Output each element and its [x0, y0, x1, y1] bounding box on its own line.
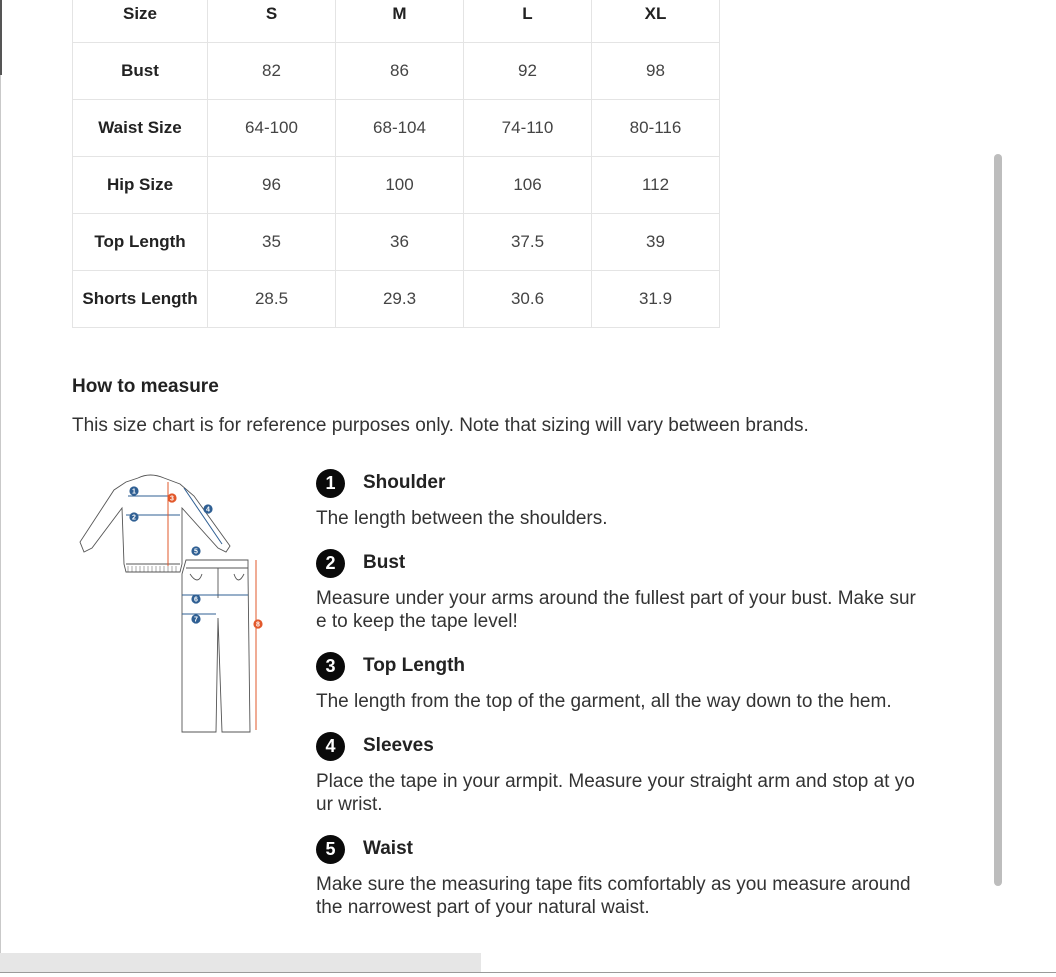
- measure-item-desc: The length between the shoulders.: [316, 508, 608, 529]
- measure-item-header: [316, 468, 926, 498]
- table-cell: 98: [592, 43, 720, 100]
- marker-8-icon: [253, 619, 262, 628]
- table-header-cell: XL: [592, 0, 720, 43]
- measure-item-waist: [316, 834, 926, 919]
- how-to-measure-heading: How to measure: [72, 376, 219, 397]
- table-cell: 35: [208, 214, 336, 271]
- svg-text:1: 1: [132, 488, 136, 496]
- table-cell: 92: [464, 43, 592, 100]
- table-header-cell: Size: [73, 0, 208, 43]
- table-cell: 106: [464, 157, 592, 214]
- measurement-diagram: [76, 468, 272, 740]
- measure-item-desc: The length from the top of the garment, all the way down to the hem.: [316, 691, 892, 712]
- row-label: Top Length: [73, 214, 208, 271]
- measure-item-header: [316, 834, 926, 864]
- table-row: [73, 214, 720, 271]
- number-badge-icon: 1: [316, 469, 345, 498]
- number-badge-icon: 3: [316, 652, 345, 681]
- table-row: [73, 100, 720, 157]
- measure-item-title: Sleeves: [363, 735, 434, 756]
- left-edge: [0, 0, 2, 75]
- table-cell: 29.3: [336, 271, 464, 328]
- row-label: Bust: [73, 43, 208, 100]
- measure-item-title: Top Length: [363, 655, 466, 676]
- window-bottom-edge: [0, 972, 1056, 977]
- table-cell: 112: [592, 157, 720, 214]
- marker-7-icon: [191, 614, 200, 623]
- table-cell: 31.9: [592, 271, 720, 328]
- table-cell: 30.6: [464, 271, 592, 328]
- number-badge-icon: 4: [316, 732, 345, 761]
- table-header-cell: S: [208, 0, 336, 43]
- marker-1-icon: [129, 486, 138, 495]
- svg-text:7: 7: [194, 616, 198, 624]
- table-cell: 68-104: [336, 100, 464, 157]
- measure-item-desc: Place the tape in your armpit. Measure your straight arm and stop at your wrist.: [316, 771, 915, 815]
- table-header-row: [73, 0, 720, 43]
- svg-text:5: 5: [194, 548, 198, 556]
- measure-item-desc: Measure under your arms around the fullest part of your bust. Make sure to keep the tape level!: [316, 588, 916, 632]
- measure-item-sleeves: [316, 731, 926, 816]
- table-row: [73, 43, 720, 100]
- left-edge-border: [0, 75, 1, 977]
- measure-item-shoulder: [316, 468, 926, 530]
- table-cell: 96: [208, 157, 336, 214]
- measurement-list: [316, 468, 926, 937]
- marker-2-icon: [129, 512, 138, 521]
- row-label: Hip Size: [73, 157, 208, 214]
- marker-3-icon: [167, 493, 176, 502]
- table-cell: 82: [208, 43, 336, 100]
- measure-item-desc: Make sure the measuring tape fits comfortably as you measure around the narrowest part of your natural waist.: [316, 874, 911, 918]
- row-label: Waist Size: [73, 100, 208, 157]
- marker-4-icon: [203, 504, 212, 513]
- table-row: [73, 157, 720, 214]
- table-cell: 100: [336, 157, 464, 214]
- measure-item-title: Waist: [363, 838, 413, 859]
- measure-item-top-length: [316, 651, 926, 713]
- measure-item-header: [316, 651, 926, 681]
- measure-item-title: Bust: [363, 552, 406, 573]
- svg-text:8: 8: [256, 621, 260, 629]
- marker-6-icon: [191, 594, 200, 603]
- svg-text:2: 2: [132, 514, 136, 522]
- table-header-cell: L: [464, 0, 592, 43]
- row-label: Shorts Length: [73, 271, 208, 328]
- diagram-markers: [129, 486, 262, 628]
- measure-item-header: [316, 731, 926, 761]
- table-cell: 80-116: [592, 100, 720, 157]
- measure-item-header: [316, 548, 926, 578]
- table-cell: 86: [336, 43, 464, 100]
- svg-text:6: 6: [194, 596, 198, 604]
- table-row: [73, 271, 720, 328]
- table-cell: 74-110: [464, 100, 592, 157]
- marker-5-icon: [191, 546, 200, 555]
- svg-text:4: 4: [206, 506, 210, 514]
- measure-item-bust: [316, 548, 926, 633]
- table-cell: 64-100: [208, 100, 336, 157]
- number-badge-icon: 5: [316, 835, 345, 864]
- table-cell: 39: [592, 214, 720, 271]
- table-cell: 28.5: [208, 271, 336, 328]
- table-cell: 37.5: [464, 214, 592, 271]
- pants-outline: [182, 560, 250, 732]
- scrollbar-thumb[interactable]: [994, 154, 1002, 886]
- measure-item-title: Shoulder: [363, 472, 446, 493]
- size-chart-table: [72, 0, 720, 328]
- svg-text:3: 3: [170, 495, 174, 503]
- table-cell: 36: [336, 214, 464, 271]
- table-header-cell: M: [336, 0, 464, 43]
- size-chart-note: This size chart is for reference purposes only. Note that sizing will vary between brands.: [72, 415, 809, 436]
- number-badge-icon: 2: [316, 549, 345, 578]
